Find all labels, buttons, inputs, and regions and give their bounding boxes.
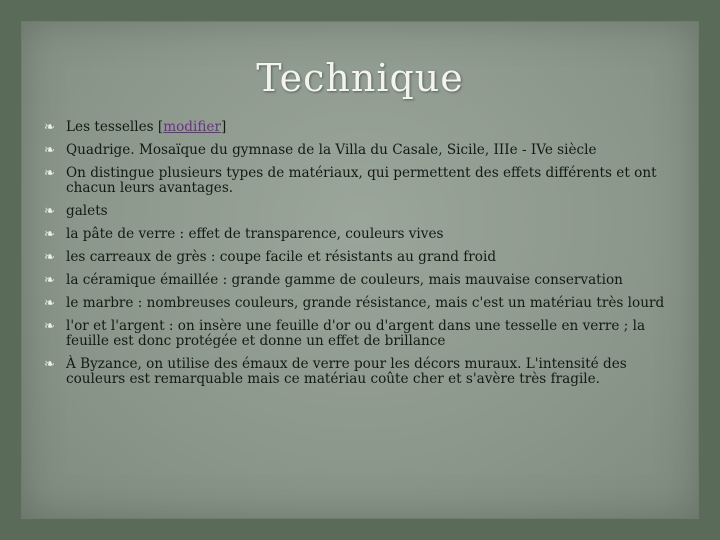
bracket-open: [	[157, 119, 164, 135]
bullet-text: galets	[66, 203, 108, 219]
leaf-bullet-icon: ❧	[44, 143, 55, 158]
bullet-item	[44, 204, 684, 219]
bullet-text: l'or et l'argent : on insère une feuille d'or ou d'argent dans une tesselle en verre ; la feuille est donc protégée et donne un effet de brillance	[66, 318, 646, 349]
leaf-bullet-icon: ❧	[44, 357, 55, 372]
leaf-bullet-icon: ❧	[44, 227, 55, 242]
leaf-bullet-icon: ❧	[44, 250, 55, 265]
bullet-text: On distingue plusieurs types de matériaux, qui permettent des effets différents et ont chacun leurs avantages.	[66, 165, 657, 196]
bullet-item	[44, 143, 684, 158]
bullet-text: À Byzance, on utilise des émaux de verre pour les décors muraux. L'intensité des couleurs est remarquable mais ce matériau coûte cher et s'avère très fragile.	[66, 356, 627, 387]
bullet-list	[44, 120, 684, 395]
leaf-bullet-icon: ❧	[44, 166, 55, 181]
bullet-text: les carreaux de grès : coupe facile et résistants au grand froid	[66, 249, 497, 265]
bullet-item	[44, 273, 684, 288]
leaf-bullet-icon: ❧	[44, 319, 55, 334]
leaf-bullet-icon: ❧	[44, 120, 55, 135]
bullet-text: la pâte de verre : effet de transparence, couleurs vives	[66, 226, 444, 242]
bullet-item	[44, 120, 684, 135]
slide-title: Technique	[256, 56, 464, 100]
bullet-item	[44, 227, 684, 242]
modifier-link[interactable]: modifier	[163, 119, 221, 135]
bullet-text: le marbre : nombreuses couleurs, grande résistance, mais c'est un matériau très lourd	[66, 295, 665, 311]
bullet-item	[44, 250, 684, 265]
bullet-item	[44, 166, 684, 196]
leaf-bullet-icon: ❧	[44, 296, 55, 311]
bullet-item	[44, 357, 684, 387]
leaf-bullet-icon: ❧	[44, 204, 55, 219]
leaf-bullet-icon: ❧	[44, 273, 55, 288]
bullet-item	[44, 296, 684, 311]
bullet-text: la céramique émaillée : grande gamme de couleurs, mais mauvaise conservation	[66, 272, 623, 288]
bracket-close: ]	[220, 119, 227, 135]
bullet-item	[44, 319, 684, 349]
bullet-text: Les tesselles	[66, 119, 158, 135]
bullet-text: Quadrige. Mosaïque du gymnase de la Villa du Casale, Sicile, IIIe - IVe siècle	[66, 142, 597, 158]
